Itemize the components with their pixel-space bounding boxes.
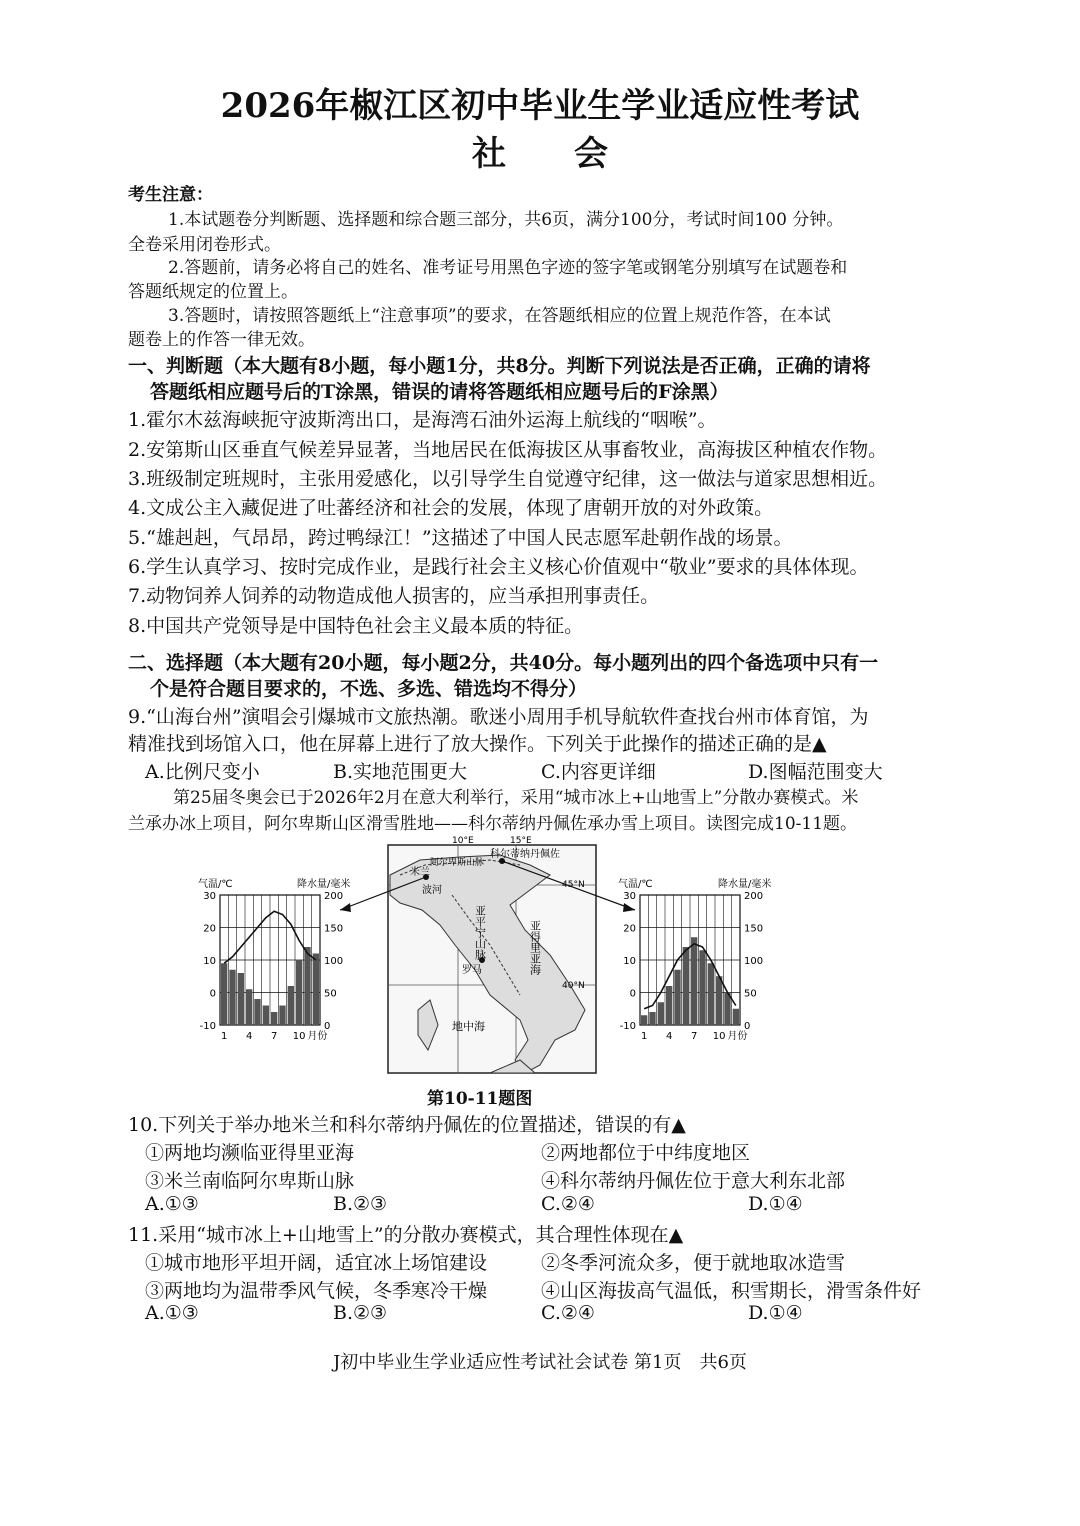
temp-tick-label: 0: [209, 988, 216, 1000]
section1-heading-2: 答题纸相应题号后的T涂黑，错误的请将答题纸相应题号后的F涂黑）: [150, 381, 729, 403]
notice-line: 2.答题前，请务必将自己的姓名、准考证号用黑色字迹的签字笔或钢笔分别填写在试题卷和: [168, 258, 848, 278]
precip-bar: [641, 1015, 647, 1025]
month-unit-label: 月份: [727, 1031, 748, 1042]
passage-line: 兰承办冰上项目，阿尔卑斯山区滑雪胜地——科尔蒂纳丹佩佐承办雪上项目。读图完成10-11题。: [128, 814, 858, 834]
judgment-item: 2.安第斯山区垂直气候差异显著，当地居民在低海拔区从事畜牧业，高海拔区种植农作物。: [128, 439, 888, 461]
q10-option-d: D.①④: [748, 1193, 803, 1215]
notice-heading: 考生注意：: [128, 185, 213, 205]
map-of-italy-icon: [340, 836, 635, 1073]
subject-title: 社 会: [472, 134, 608, 174]
precip-tick-label: 0: [324, 1021, 331, 1032]
q11-stem: 11.采用“城市冰上+山地雪上”的分散办赛模式，其合理性体现在▲: [128, 1224, 684, 1246]
exam-title: 2026年椒江区初中毕业生学业适应性考试: [220, 86, 860, 126]
precip-tick-label: 50: [744, 988, 757, 1000]
precip-bar: [674, 970, 680, 1025]
precip-tick-label: 100: [324, 956, 344, 967]
q9-stem: 9.“山海台州”演唱会引爆城市文旅热潮。歌迷小周用手机导航软件查找台州市体育馆，为: [128, 706, 869, 728]
notice-line: 全卷采用闭卷形式。: [128, 235, 281, 255]
precip-bar: [254, 999, 260, 1025]
judgment-item: 6.学生认真学习、按时完成作业，是践行社会主义核心价值观中“敬业”要求的具体体现。: [128, 556, 869, 578]
temp-tick-label: 20: [203, 923, 216, 935]
q11-option-c: C.②④: [541, 1302, 595, 1324]
q11-option-b: B.②③: [333, 1302, 388, 1324]
q10-statement-1: ①两地均濒临亚得里亚海: [145, 1142, 355, 1164]
precip-bar: [699, 950, 705, 1025]
precip-bar: [279, 1006, 285, 1026]
map-milan-label: 米兰: [410, 867, 430, 878]
month-tick-label: 7: [690, 1031, 698, 1042]
precip-bar: [658, 1002, 664, 1025]
precip-bar: [271, 1012, 277, 1025]
q9-option-d: D.图幅范围变大: [748, 761, 883, 783]
month-tick-label: 10: [712, 1031, 726, 1042]
q11-statement-1: ①城市地形平坦开阔，适宜冰上场馆建设: [145, 1252, 488, 1274]
precip-tick-label: 200: [324, 891, 344, 902]
map-apennine-label: 亚平宁山脉: [473, 905, 487, 960]
map-rome-label: 罗马: [462, 965, 482, 976]
q10-option-c: C.②④: [541, 1193, 595, 1215]
precip-bar: [288, 986, 294, 1025]
q10-option-a: A.①③: [145, 1193, 199, 1215]
q10-statement-4: ④科尔蒂纳丹佩佐位于意大利东北部: [541, 1170, 846, 1192]
page-footer: J初中毕业生学业适应性考试社会试卷 第1页 共6页: [333, 1352, 747, 1373]
q9-option-c: C.内容更详细: [541, 761, 656, 783]
judgment-item: 5.“雄赳赳，气昂昂，跨过鸭绿江！”这描述了中国人民志愿军赴朝作战的场景。: [128, 527, 793, 549]
q11-statement-4: ④山区海拔高气温低，积雪期长，滑雪条件好: [541, 1280, 922, 1302]
map-sea-label: 地中海: [452, 1020, 485, 1033]
temp-tick-label: 10: [203, 956, 216, 967]
precip-bar: [649, 1012, 655, 1025]
map-lon-10: 10°E: [452, 836, 474, 846]
precip-bar: [263, 1006, 269, 1026]
precip-bar: [296, 960, 302, 1025]
precip-tick-label: 150: [324, 923, 344, 935]
map-lat-40: 40°N: [562, 981, 585, 991]
month-tick-label: 4: [665, 1031, 673, 1042]
month-unit-label: 月份: [307, 1031, 328, 1042]
map-cortina-label: 科尔蒂纳丹佩佐: [490, 849, 560, 860]
precip-bar: [683, 947, 689, 1025]
map-alps-label: 阿尔卑斯山脉: [430, 858, 485, 868]
q10-stem: 10.下列关于举办地米兰和科尔蒂纳丹佩佐的位置描述，错误的有▲: [128, 1114, 686, 1136]
right-climate-chart: [620, 891, 763, 1042]
precip-bar: [716, 976, 722, 1025]
month-tick-label: 4: [245, 1031, 253, 1042]
precip-bar: [708, 963, 714, 1025]
passage-line: 第25届冬奥会已于2026年2月在意大利举行，采用“城市冰上+山地雪上”分散办赛模式。米: [173, 788, 859, 808]
notice-line: 3.答题时，请按照答题纸上“注意事项”的要求，在答题纸相应的位置上规范作答，在本试: [168, 306, 831, 326]
judgment-item: 8.中国共产党领导是中国特色社会主义最本质的特征。: [128, 615, 584, 637]
notice-line: 1.本试题卷分判断题、选择题和综合题三部分，共6页，满分100分，考试时间100 分钟。: [168, 210, 844, 230]
section1-heading: 一、判断题（本大题有8小题，每小题1分，共8分。判断下列说法是否正确，正确的请将: [128, 355, 871, 377]
map-po-label: 波河: [422, 885, 442, 896]
temp-tick-label: 10: [623, 956, 636, 967]
precip-tick-label: 150: [744, 923, 764, 935]
right-y-label: 气温/℃: [618, 879, 653, 890]
q9-stem-2: 精准找到场馆入口，他在屏幕上进行了放大操作。下列关于此操作的描述正确的是▲: [128, 733, 827, 755]
q10-statement-2: ②两地都位于中纬度地区: [541, 1142, 751, 1164]
q11-option-a: A.①③: [145, 1302, 199, 1324]
precip-tick-label: 100: [744, 956, 764, 967]
temp-tick-label: -10: [199, 1021, 216, 1032]
precip-tick-label: 50: [324, 988, 337, 1000]
precip-bar: [246, 989, 252, 1025]
right-y2-label: 降水量/毫米: [718, 879, 772, 890]
q11-statement-3: ③两地均为温带季风气候，冬季寒冷干燥: [145, 1280, 488, 1302]
figure-10-11: [190, 835, 780, 1105]
precip-bar: [691, 937, 697, 1025]
notice-line: 题卷上的作答一律无效。: [128, 330, 315, 350]
precip-bar: [238, 973, 244, 1025]
map-lon-15: 15°E: [510, 836, 532, 846]
judgment-item: 3.班级制定班规时，主张用爱感化，以引导学生自觉遵守纪律，这一做法与道家思想相近。: [128, 468, 888, 490]
precip-bar: [313, 954, 319, 1026]
month-tick-label: 1: [640, 1031, 648, 1042]
q9-option-b: B.实地范围更大: [333, 761, 468, 783]
temp-tick-label: 0: [629, 988, 636, 1000]
left-climate-chart: [200, 891, 343, 1042]
temp-tick-label: 30: [623, 891, 636, 902]
q10-option-b: B.②③: [333, 1193, 388, 1215]
q10-statement-3: ③米兰南临阿尔卑斯山脉: [145, 1170, 355, 1192]
q11-option-d: D.①④: [748, 1302, 803, 1324]
judgment-item: 7.动物饲养人饲养的动物造成他人损害的，应当承担刑事责任。: [128, 585, 660, 607]
figure-caption: 第10-11题图: [427, 1089, 533, 1109]
left-y-label: 气温/℃: [198, 879, 233, 890]
q9-option-a: A.比例尺变小: [145, 761, 260, 783]
precip-bar: [304, 947, 310, 1025]
section2-heading: 二、选择题（本大题有20小题，每小题2分，共40分。每小题列出的四个备选项中只有一: [128, 652, 879, 674]
section2-heading-2: 个是符合题目要求的，不选、多选、错选均不得分）: [150, 678, 588, 700]
left-y2-label: 降水量/毫米: [297, 879, 351, 890]
month-tick-label: 1: [220, 1031, 228, 1042]
precip-bar: [221, 963, 227, 1025]
precip-tick-label: 200: [744, 891, 764, 902]
precip-bar: [229, 970, 235, 1025]
q11-statement-2: ②冬季河流众多，便于就地取冰造雪: [541, 1252, 846, 1274]
precip-bar: [666, 986, 672, 1025]
judgment-item: 4.文成公主入藏促进了吐蕃经济和社会的发展，体现了唐朝开放的对外政策。: [128, 497, 774, 519]
precip-tick-label: 0: [744, 1021, 751, 1032]
month-tick-label: 7: [270, 1031, 278, 1042]
temp-tick-label: 20: [623, 923, 636, 935]
notice-line: 答题纸规定的位置上。: [128, 282, 298, 302]
temp-tick-label: 30: [203, 891, 216, 902]
precip-bar: [733, 1009, 739, 1025]
temp-tick-label: -10: [619, 1021, 636, 1032]
map-adriatic-label: 亚得里亚海: [528, 920, 542, 975]
judgment-item: 1.霍尔木兹海峡扼守波斯湾出口，是海湾石油外运海上航线的“咽喉”。: [128, 409, 717, 431]
month-tick-label: 10: [292, 1031, 306, 1042]
map-lat-45: 45°N: [562, 880, 585, 890]
